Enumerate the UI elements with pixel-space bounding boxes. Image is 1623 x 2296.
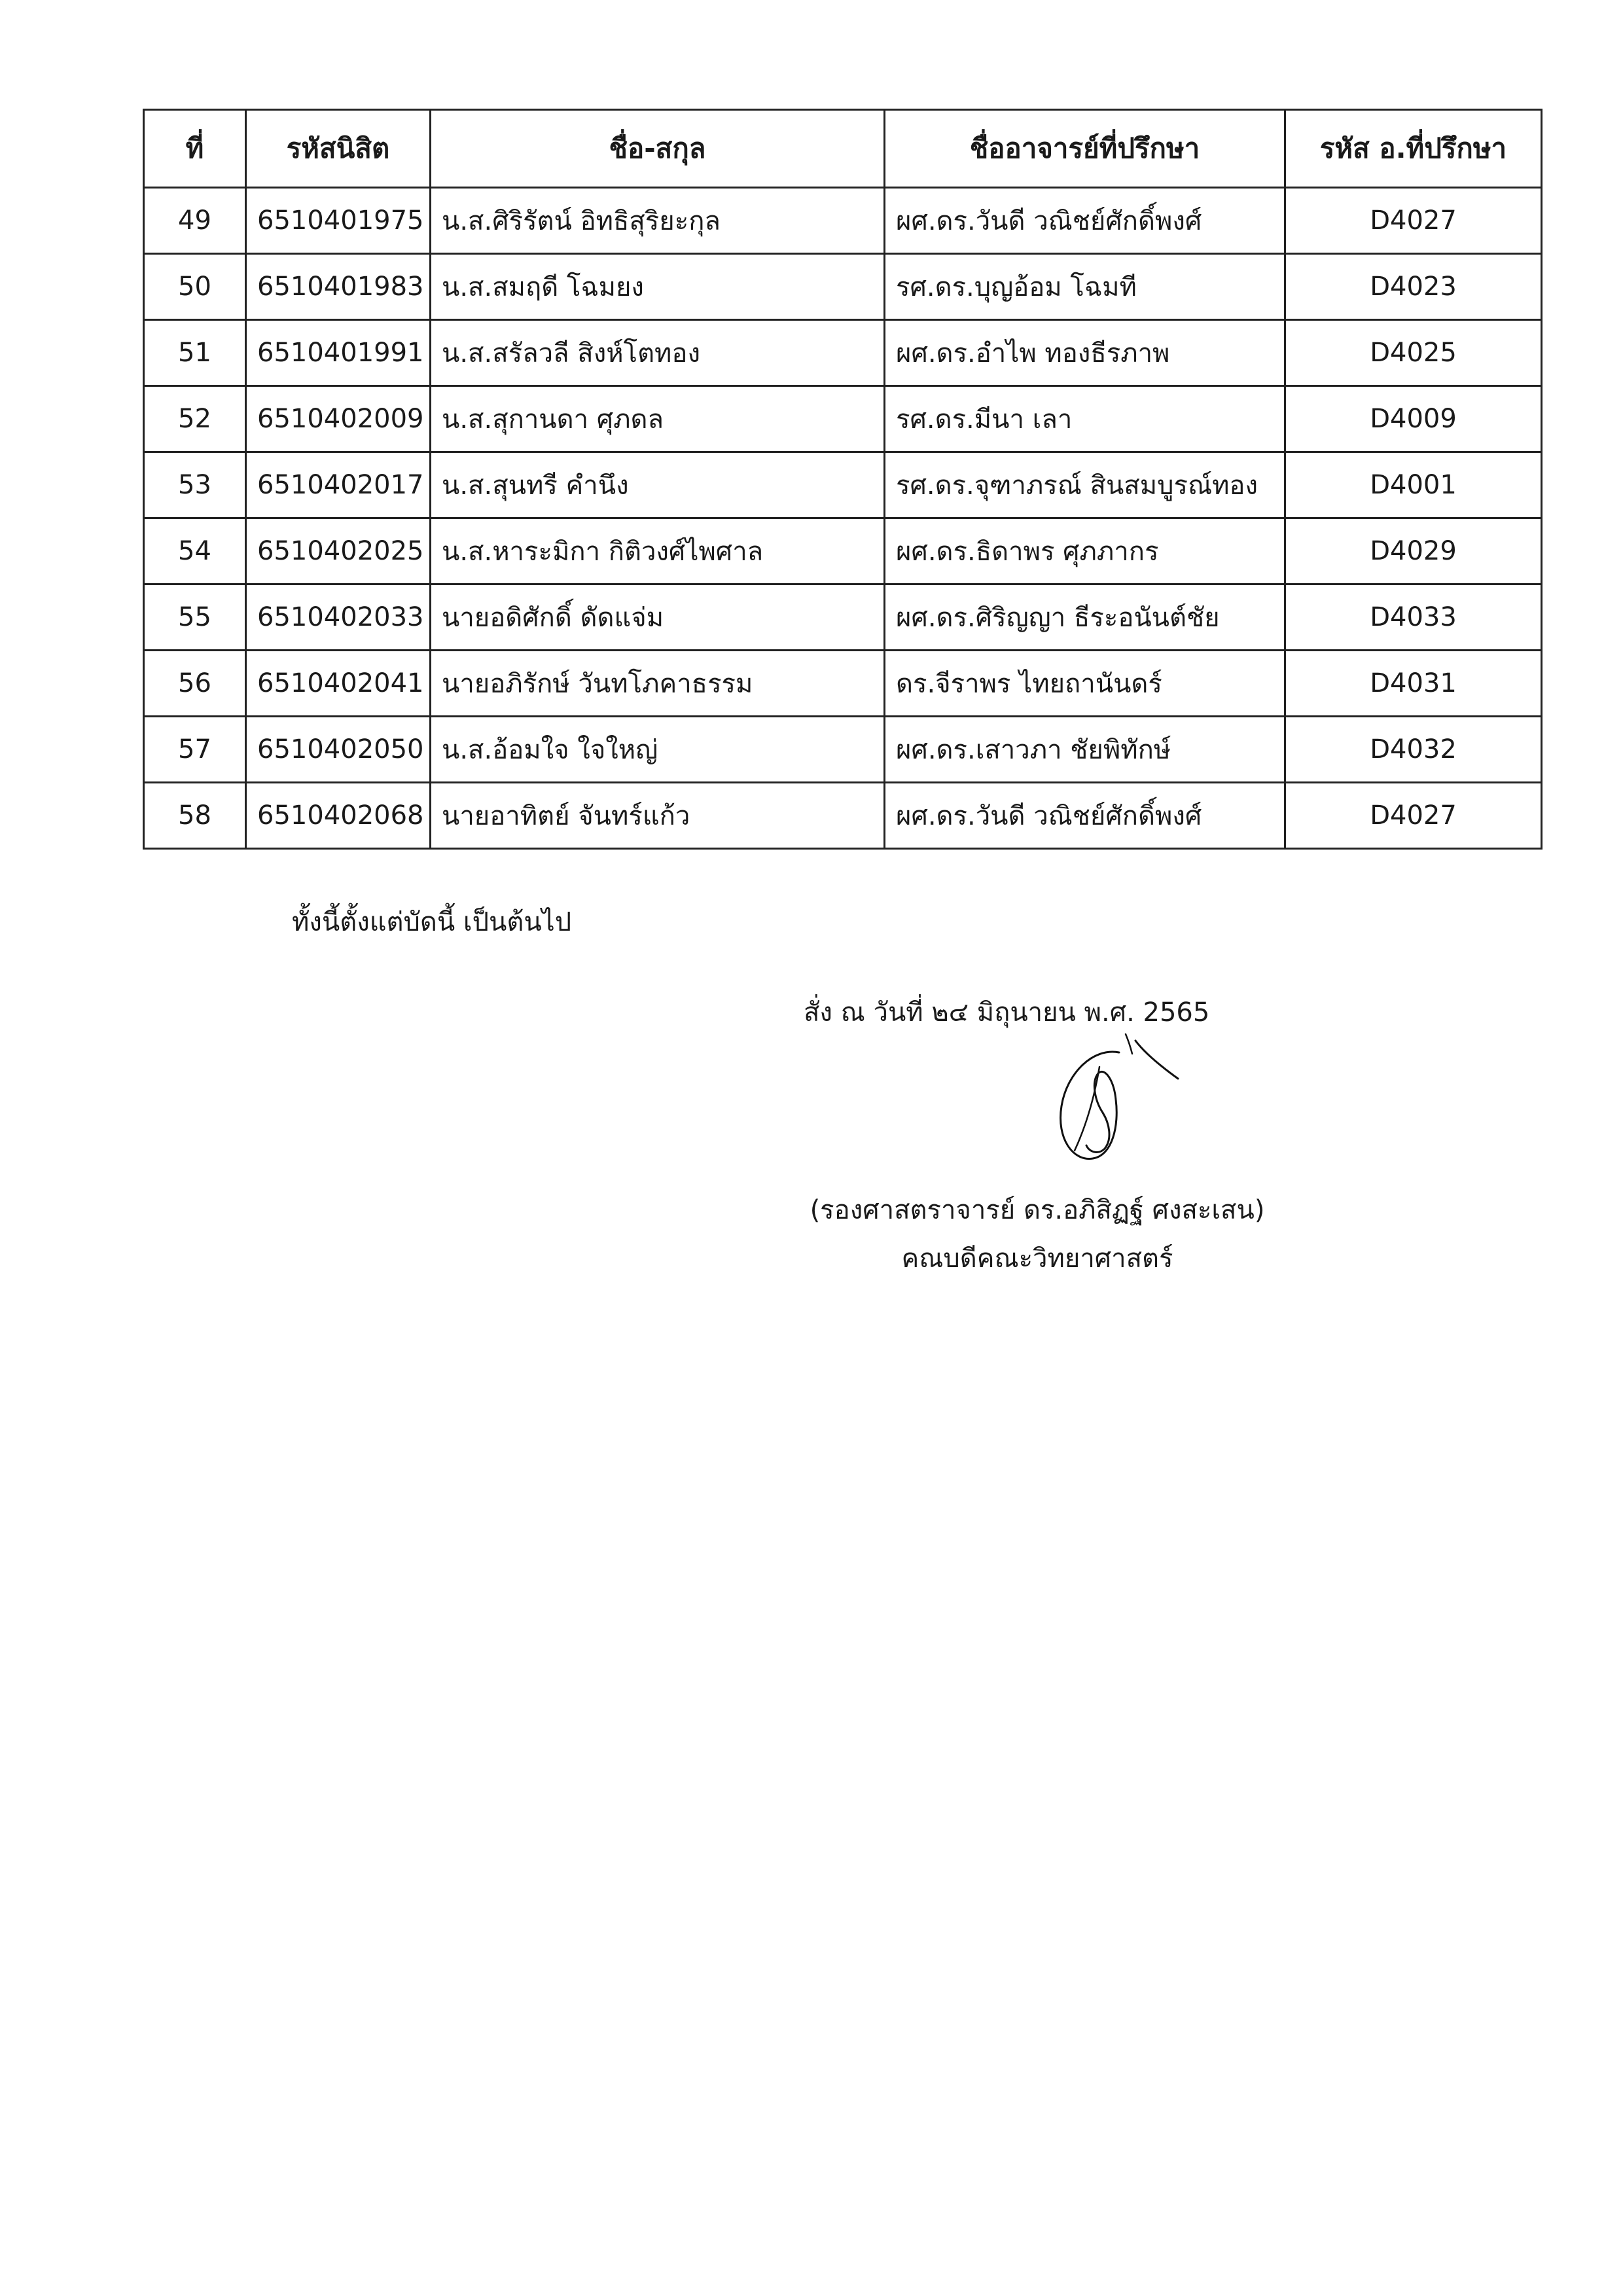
cell-name: น.ส.อ้อมใจ ใจใหญ่ xyxy=(431,717,885,783)
signer-name: (รองศาสตราจารย์ ดร.อภิสิฏฐ์ ศงสะเสน) xyxy=(810,1195,1265,1225)
cell-advisor-code: D4001 xyxy=(1285,452,1542,518)
cell-student-id: 6510401975 xyxy=(246,188,431,254)
cell-advisor: ผศ.ดร.วันดี วณิชย์ศักดิ์พงศ์ xyxy=(885,188,1285,254)
cell-name: นายอาทิตย์ จันทร์แก้ว xyxy=(431,783,885,849)
cell-student-id: 6510401983 xyxy=(246,254,431,320)
cell-advisor-code: D4025 xyxy=(1285,320,1542,386)
cell-advisor-code: D4029 xyxy=(1285,518,1542,584)
cell-advisor: ผศ.ดร.ศิริญญา ธีระอนันต์ชัย xyxy=(885,584,1285,651)
header-advisor: ชื่ออาจารย์ที่ปรึกษา xyxy=(885,110,1285,188)
cell-no: 49 xyxy=(144,188,246,254)
cell-no: 51 xyxy=(144,320,246,386)
cell-student-id: 6510401991 xyxy=(246,320,431,386)
signature-image xyxy=(1021,1028,1191,1178)
cell-student-id: 6510402025 xyxy=(246,518,431,584)
table-row xyxy=(144,651,1542,717)
header-advisor-code: รหัส อ.ที่ปรึกษา xyxy=(1285,110,1542,188)
table-row xyxy=(144,717,1542,783)
table-header-row xyxy=(144,110,1542,188)
table-row xyxy=(144,386,1542,452)
cell-name: น.ส.สรัลวลี สิงห์โตทอง xyxy=(431,320,885,386)
table-row xyxy=(144,584,1542,651)
cell-advisor-code: D4023 xyxy=(1285,254,1542,320)
cell-student-id: 6510402041 xyxy=(246,651,431,717)
cell-student-id: 6510402068 xyxy=(246,783,431,849)
cell-student-id: 6510402033 xyxy=(246,584,431,651)
cell-name: น.ส.ศิริรัตน์ อิทธิสุริยะกุล xyxy=(431,188,885,254)
cell-no: 54 xyxy=(144,518,246,584)
table-row xyxy=(144,452,1542,518)
cell-name: น.ส.หาระมิกา กิติวงศ์ไพศาล xyxy=(431,518,885,584)
table-row xyxy=(144,320,1542,386)
order-date: สั่ง ณ วันที่ ๒๔ มิถุนายน พ.ศ. 2565 xyxy=(804,997,1210,1028)
cell-advisor-code: D4031 xyxy=(1285,651,1542,717)
cell-advisor: รศ.ดร.มีนา เลา xyxy=(885,386,1285,452)
cell-advisor: ผศ.ดร.ธิดาพร ศุภภากร xyxy=(885,518,1285,584)
cell-name: น.ส.สุนทรี คำนึง xyxy=(431,452,885,518)
cell-no: 53 xyxy=(144,452,246,518)
cell-name: น.ส.สุกานดา ศุภดล xyxy=(431,386,885,452)
cell-advisor-code: D4033 xyxy=(1285,584,1542,651)
cell-advisor-code: D4032 xyxy=(1285,717,1542,783)
cell-name: นายอภิรักษ์ วันทโภคาธรรม xyxy=(431,651,885,717)
cell-advisor-code: D4027 xyxy=(1285,188,1542,254)
header-no: ที่ xyxy=(144,110,246,188)
cell-advisor-code: D4009 xyxy=(1285,386,1542,452)
cell-no: 52 xyxy=(144,386,246,452)
cell-advisor: รศ.ดร.จุฑาภรณ์ สินสมบูรณ์ทอง xyxy=(885,452,1285,518)
advisor-table xyxy=(143,109,1543,850)
table-row xyxy=(144,188,1542,254)
header-name: ชื่อ-สกุล xyxy=(431,110,885,188)
cell-no: 56 xyxy=(144,651,246,717)
table-row xyxy=(144,254,1542,320)
cell-student-id: 6510402050 xyxy=(246,717,431,783)
signer-title: คณบดีคณะวิทยาศาสตร์ xyxy=(901,1244,1173,1274)
cell-no: 58 xyxy=(144,783,246,849)
cell-advisor: รศ.ดร.บุญอ้อม โฉมที xyxy=(885,254,1285,320)
cell-advisor-code: D4027 xyxy=(1285,783,1542,849)
cell-name: น.ส.สมฤดี โฉมยง xyxy=(431,254,885,320)
effective-date-statement: ทั้งนี้ตั้งแต่บัดนี้ เป็นต้นไป xyxy=(292,907,572,937)
cell-advisor: ผศ.ดร.อำไพ ทองธีรภาพ xyxy=(885,320,1285,386)
cell-name: นายอดิศักดิ์ ดัดแจ่ม xyxy=(431,584,885,651)
cell-no: 57 xyxy=(144,717,246,783)
cell-no: 55 xyxy=(144,584,246,651)
cell-advisor: ผศ.ดร.วันดี วณิชย์ศักดิ์พงศ์ xyxy=(885,783,1285,849)
cell-advisor: ผศ.ดร.เสาวภา ชัยพิทักษ์ xyxy=(885,717,1285,783)
table-row xyxy=(144,518,1542,584)
cell-student-id: 6510402009 xyxy=(246,386,431,452)
cell-advisor: ดร.จีราพร ไทยถานันดร์ xyxy=(885,651,1285,717)
table-row xyxy=(144,783,1542,849)
header-student-id: รหัสนิสิต xyxy=(246,110,431,188)
cell-no: 50 xyxy=(144,254,246,320)
cell-student-id: 6510402017 xyxy=(246,452,431,518)
